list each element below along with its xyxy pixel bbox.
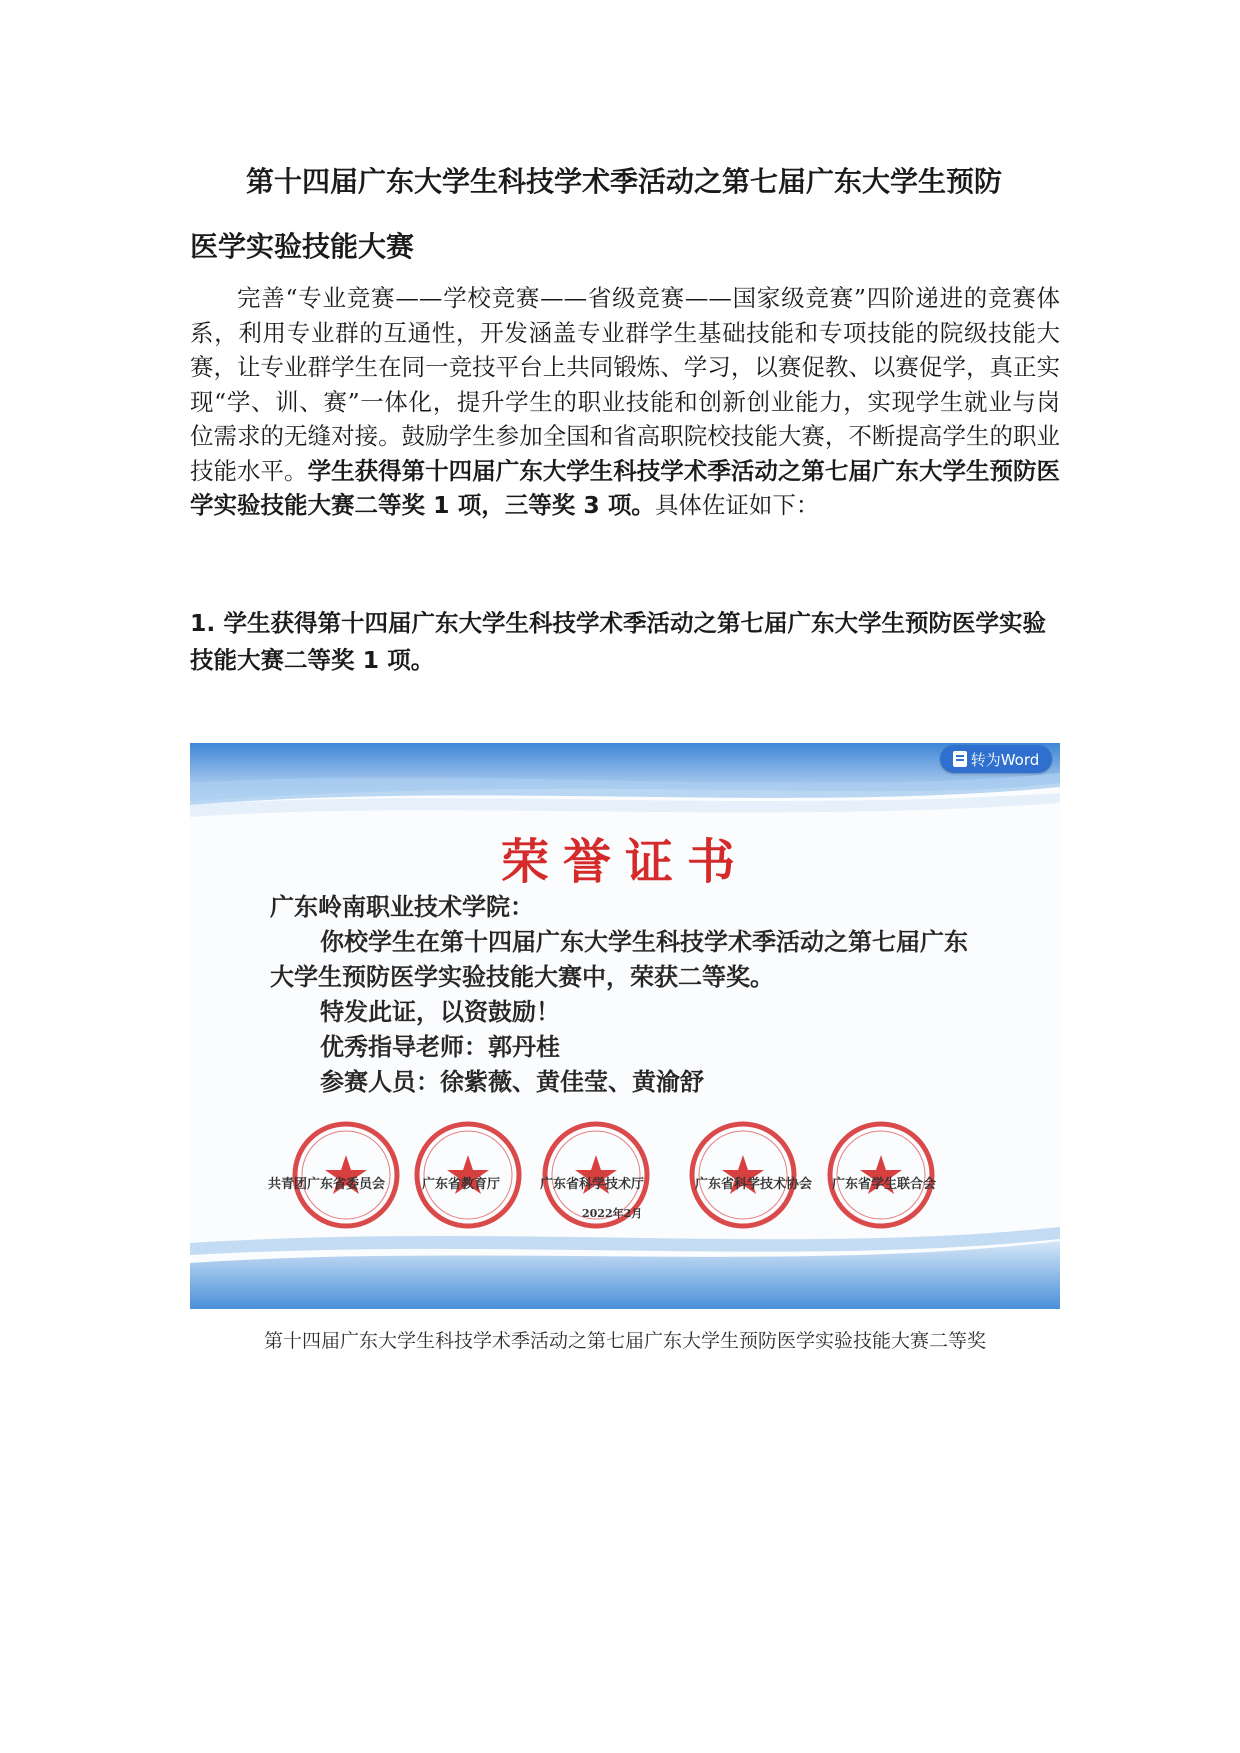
seal-label: 广东省科学技术协会 [695, 1177, 813, 1192]
certificate-date: 2022年2月 [582, 1207, 643, 1220]
certificate-body-line1: 你校学生在第十四届广东大学生科技学术季活动之第七届广东 [320, 928, 968, 956]
certificate-advisor: 优秀指导老师：郭丹桂 [320, 1033, 560, 1061]
certificate-encouragement: 特发此证，以资鼓励！ [320, 998, 560, 1026]
certificate-title: 荣誉证书 [500, 834, 749, 890]
document-title-line1: 第十四届广东大学生科技学术季活动之第七届广东大学生预防 [246, 165, 1003, 198]
certificate-image [190, 743, 1060, 1309]
certificate-recipient: 广东岭南职业技术学院： [270, 893, 534, 921]
seal-label: 广东省学生联合会 [832, 1177, 937, 1192]
certificate-body-line2: 大学生预防医学实验技能大赛中，荣获二等奖。 [270, 963, 774, 991]
certificate-participants: 参赛人员：徐紫薇、黄佳莹、黄渝舒 [320, 1068, 704, 1096]
convert-to-word-button[interactable] [940, 745, 1052, 773]
document-title-line2: 医学实验技能大赛 [190, 230, 415, 263]
section-heading: 1. 学生获得第十四届广东大学生科技学术季活动之第七届广东大学生预防医学实验技能大赛二等奖 1 项。 [190, 609, 1046, 674]
seal-label: 广东省科学技术厅 [540, 1177, 645, 1192]
image-caption: 第十四届广东大学生科技学术季活动之第七届广东大学生预防医学实验技能大赛二等奖 [263, 1330, 986, 1352]
seal-label: 广东省教育厅 [422, 1177, 501, 1192]
convert-to-word-label: 转为Word [970, 750, 1040, 769]
word-doc-icon [953, 751, 967, 767]
seal-label: 共青团广东省委员会 [268, 1177, 386, 1192]
paragraph-bold-text: 学生获得第十四届广东大学生科技学术季活动之第七届广东大学生预防医学实验技能大赛二等奖 1 项，三等奖 3 项。 [190, 456, 1061, 519]
paragraph-tail-text: 具体佐证如下： [654, 491, 820, 519]
paragraph-plain-text: 完善“专业竞赛——学校竞赛——省级竞赛——国家级竞赛”四阶递进的竞赛体系，利用专业群的互通性，开发涵盖专业群学生基础技能和专项技能的院级技能大赛，让专业群学生在同一竞技平台上共同锻炼、学习，以赛促教、以赛促学，真正实现“学、训、赛”一体化，提升学生的职业技能和创新创业能力，实现学生就业与岗位需求的无缝对接。鼓励学生参加全国和省高职院校技能大赛，不断提高学生的职业技能水平。 [190, 284, 1060, 485]
body-paragraph [190, 281, 1060, 523]
